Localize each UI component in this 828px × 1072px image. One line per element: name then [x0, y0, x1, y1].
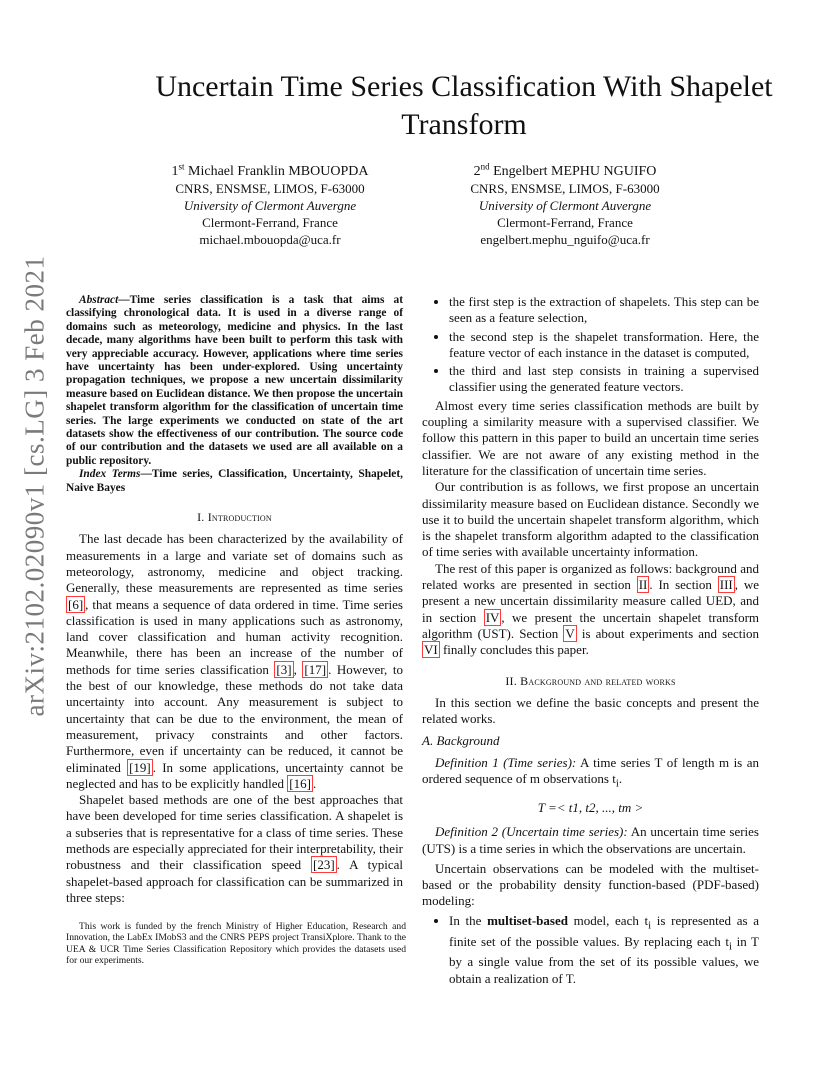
equation: T =< t1, t2, ..., tm > [537, 799, 644, 815]
citation-link[interactable]: [3] [276, 661, 292, 677]
text-run: , we present a new uncertain dissimilarity measure called UED, and in section [422, 577, 759, 625]
list-item: • the second step is the shapelet transformation. Here, the feature vector of each instance in the dataset is computed, [449, 329, 759, 362]
section-heading-introduction: I. Introduction [197, 510, 272, 525]
text-run: . [312, 775, 317, 791]
subscript: i [615, 777, 619, 790]
index-terms-label: Index Terms [79, 468, 141, 481]
author-fullname: Engelbert MEPHU NGUIFO [493, 164, 657, 179]
author-2 [415, 163, 715, 248]
text-run: in T by a single value from the set of its possible values, we obtain a realization of T. [449, 933, 759, 986]
author-name [120, 163, 420, 180]
author-affiliation: CNRS, ENSMSE, LIMOS, F-63000 [470, 181, 660, 196]
left-column [66, 294, 403, 906]
text-run: model, each t [567, 912, 649, 928]
text-run: A time series T of length m is an ordered sequence of m observations t [422, 754, 759, 787]
funding-footnote: This work is funded by the french Ministry of Higher Education, Research and Innovation, the LabEx IMobS3 and the CNRS PEPS project TransiXplore. Thank to the UEA & UCR Time Series Classification Repository which provides the datasets used for our experiments. [66, 921, 406, 967]
author-ordinal: 1 [171, 164, 179, 179]
paper-title [60, 68, 828, 144]
list-item: • the first step is the extraction of shapelets. This step can be seen as a feature selection, [449, 294, 759, 327]
definition-name: Definition 1 (Time series): [435, 754, 577, 770]
definition-2 [422, 824, 759, 857]
section-heading-background: II. Background and related works [505, 673, 676, 688]
citation-link[interactable]: [6] [68, 596, 84, 612]
steps-list [422, 294, 759, 396]
list-item: • In the multiset-based model, each $t_i$ is represented as a finite set of the possible values. By replacing each $t_i$ in T by a single value from the set of its possible values, we obtain a realization of T. [449, 913, 759, 987]
author-1 [120, 163, 420, 248]
citation-link[interactable]: [23] [313, 857, 335, 873]
section-link[interactable]: III [719, 577, 733, 593]
text-run: Shapelet based methods are one of the best approaches that have been developed for time series classification. A shapelet is a subseries that is representative for a class of time series. These methods are especially appreciated for their interpretability, their robustness and their classification speed [66, 792, 404, 873]
citation-link[interactable]: [16] [289, 775, 311, 791]
index-terms-text: —Time series, Classification, Uncertainty, Shapelet, Naive Bayes [66, 468, 403, 494]
text-run: , we present the uncertain shapelet transform algorithm (UST). Section [422, 609, 760, 641]
abstract-text: —Time series classification is a task that aims at classifying chronological data. It is used in a diverse range of domains such as meteorology, medicine and physics. In the last decade, many algorithms have been built to perform this task with very appreciable accuracy. However, applications where time series have uncertainty has been under-explored. Using uncertainty propagation techniques, we propose a new uncertain dissimilarity measure based on Euclidean distance. We then propose the uncertain shapelet transform algorithm for the classification of uncertain time series. The large experiments we conducted on state of the art datasets show the effectiveness of our contribution. The source code of our contribution and the datasets we used are all available on a public repository. [66, 294, 403, 467]
author-ordinal-suffix: nd [480, 161, 490, 172]
abstract [66, 294, 403, 468]
section-link[interactable]: II [638, 577, 648, 593]
paper-outline-paragraph [422, 561, 759, 659]
paragraph: In this section we define the basic concepts and present the related works. [422, 694, 759, 727]
title-line-2: Transform [401, 108, 527, 141]
section-link[interactable]: VI [424, 642, 438, 658]
author-ordinal: 2 [473, 164, 481, 179]
author-fullname: Michael Franklin MBOUOPDA [188, 164, 369, 179]
section-link[interactable]: V [565, 625, 575, 641]
author-email: michael.mbouopda@uca.fr [199, 232, 341, 247]
modeling-list [422, 913, 759, 987]
intro-paragraph-2 [66, 792, 403, 906]
text-run: finally concludes this paper. [439, 642, 589, 658]
paragraph: Uncertain observations can be modeled with the multiset-based or the probability density function-based (PDF-based) modeling: [422, 860, 759, 909]
text-run: The last decade has been characterized by the availability of measurements in a large and variate set of domains such as meteorology, astronomy, medicine and object tracking. Generally, these measurements are represented as time series [66, 531, 403, 596]
text-run: , that means a sequence of data ordered in time. Time series classification is used in many applications such as astronomy, land cover classification and human activity recognition. Meanwhile, there has been an increase of the number of methods for time series classification [66, 596, 403, 677]
title-line-1: Uncertain Time Series Classification With Shapelet [155, 70, 773, 103]
text-run: In the [449, 912, 488, 928]
text-run: multiset-based [487, 912, 568, 928]
author-institution: University of Clermont Auvergne [183, 198, 357, 213]
author-location: Clermont-Ferrand, France [497, 215, 633, 230]
citation-link[interactable]: [17] [304, 661, 327, 677]
author-location: Clermont-Ferrand, France [202, 215, 338, 230]
subsection-heading: A. Background [422, 733, 500, 749]
text-run: is represented as a finite set of the possible values. By replacing each t [449, 912, 759, 949]
author-email: engelbert.mephu_nguifo@uca.fr [480, 232, 650, 247]
author-name [415, 163, 715, 180]
text-run: . In section [649, 577, 718, 593]
text-run: . However, to the best of our knowledge, these methods do not take data uncertainty into account. Any measurement is subject to uncertainty that can be due to the environment, the mean of measurement, privacy constraints and other factors. Furthermore, even if uncertainty can be reduced, it cannot be eliminated [66, 661, 403, 775]
text-run: . In some applications, uncertainty cannot be neglected and has to be explicitly handled [66, 759, 404, 791]
section-link[interactable]: IV [485, 609, 500, 625]
list-item: • the third and last step consists in training a supervised classifier using the generated feature vectors. [449, 363, 759, 396]
paragraph: Our contribution is as follows, we first propose an uncertain dissimilarity measure based on Euclidean distance. Secondly we use it to build the uncertain shapelet transform algorithm, which is the shapelet transform algorithm adapted to the classification of time series with available uncertainty information. [422, 479, 759, 560]
author-affiliation: CNRS, ENSMSE, LIMOS, F-63000 [175, 181, 365, 196]
index-terms [66, 468, 403, 495]
text-run: . A typical shapelet-based approach for classification can be summarized in three steps: [66, 857, 403, 905]
citation-link[interactable]: [19] [129, 759, 151, 775]
author-ordinal-suffix: st [178, 161, 185, 172]
definition-1: Definition 1 (Time series): A time series T of length m is an ordered sequence of m observations $t_i$. [422, 754, 759, 790]
paragraph: Almost every time series classification methods are built by coupling a similarity measure with a supervised classifier. We follow this pattern in this paper to build an uncertain time series classifier. We are not aware of any existing method in the literature for the classification of uncertain time series. [422, 397, 759, 478]
definition-name: Definition 2 (Uncertain time series): [435, 824, 628, 840]
text-run: , [293, 661, 303, 677]
text-run: The rest of this paper is organized as follows: background and related works are presented in section [422, 560, 759, 593]
intro-paragraph-1 [66, 531, 403, 792]
right-column [422, 294, 759, 989]
text-run: is about experiments and section [576, 625, 759, 641]
abstract-label: Abstract [79, 294, 119, 306]
arxiv-sidebar [19, 255, 50, 717]
text-run: An uncertain time series (UTS) is a time series in which the observations are uncertain. [422, 824, 759, 856]
arxiv-identifier: arXiv:2102.02090v1 [cs.LG] 3 Feb 2021 [19, 255, 50, 717]
author-institution: University of Clermont Auvergne [478, 198, 652, 213]
